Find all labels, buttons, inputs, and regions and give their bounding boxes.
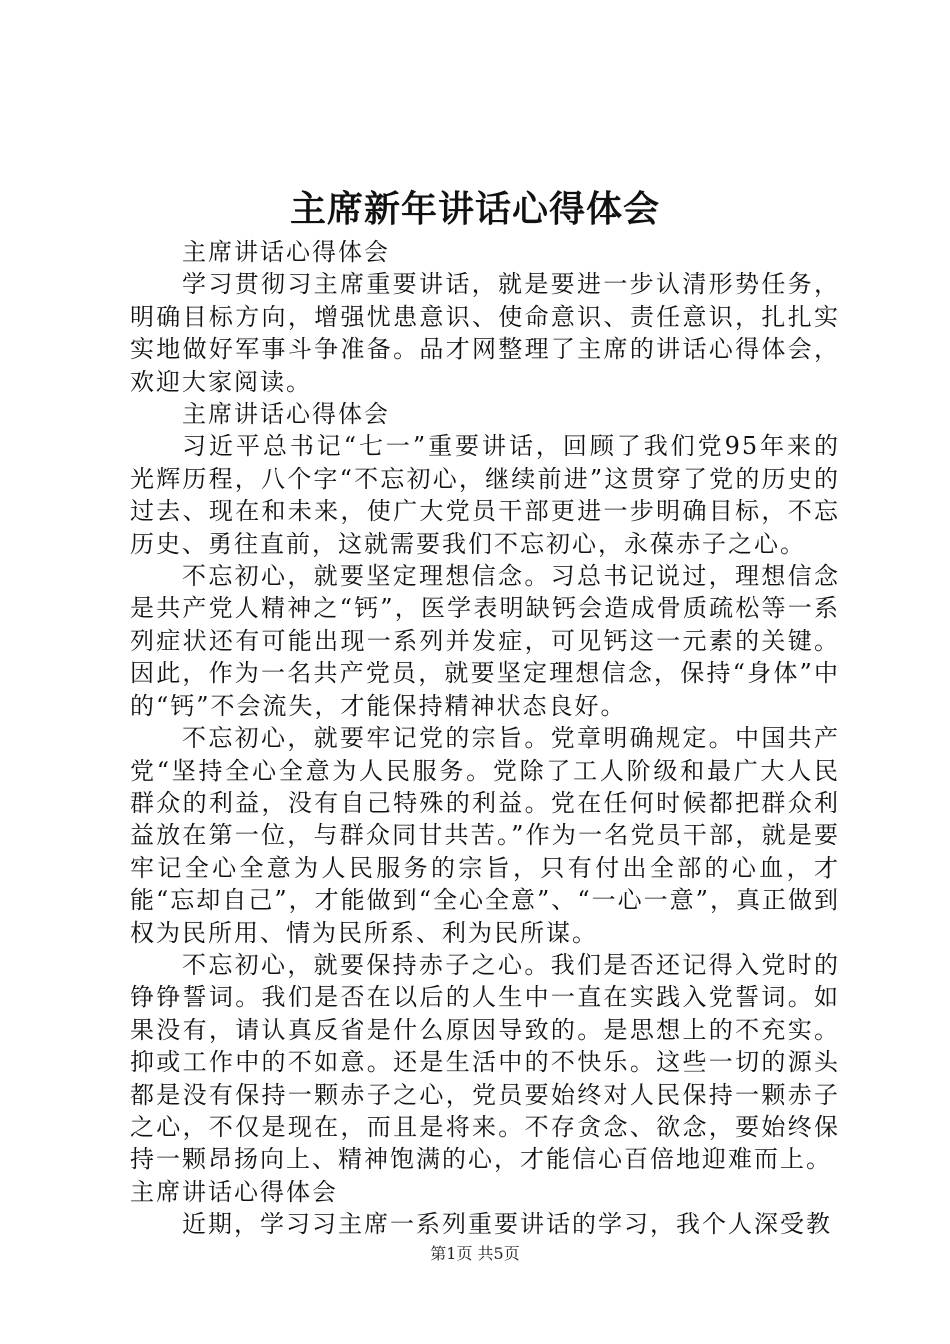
paragraph: 习近平总书记“七一”重要讲话，回顾了我们党95年来的光辉历程，八个字“不忘初心，继续前进”这贯穿了党的历史的过去、现在和未来，使广大党员干部更进一步明确目标，不忘历史、勇往直前，这就需要我们不忘初心，永葆赤子之心。	[130, 432, 840, 558]
document-body	[130, 236, 840, 1241]
section-heading: 主席讲话心得体会	[182, 400, 390, 429]
page-footer: 第1页 共5页	[430, 1244, 520, 1263]
paragraph: 不忘初心，就要牢记党的宗旨。党章明确规定。中国共产党“坚持全心全意为人民服务。党除了工人阶级和最广大人民群众的利益，没有自己特殊的利益。党在任何时候都把群众利益放在第一位，与群众同甘共苦。”作为一名党员干部，就是要牢记全心全意为人民服务的宗旨，只有付出全部的心血，才能“忘却自己”，才能做到“全心全意”、“一心一意”，真正做到权为民所用、情为民所系、利为民所谋。	[130, 724, 840, 947]
paragraph: 不忘初心，就要保持赤子之心。我们是否还记得入党时的铮铮誓词。我们是否在以后的人生中一直在实践入党誓词。如果没有，请认真反省是什么原因导致的。是思想上的不充实。抑或工作中的不如意。还是生活中的不快乐。这些一切的源头都是没有保持一颗赤子之心，党员要始终对人民保持一颗赤子之心，不仅是现在，而且是将来。不存贪念、欲念，要始终保持一颗昂扬向上、精神饱满的心，才能信心百倍地迎难而上。	[130, 950, 840, 1174]
section-heading: 主席讲话心得体会	[130, 1177, 338, 1206]
paragraph: 不忘初心，就要坚定理想信念。习总书记说过，理想信念是共产党人精神之“钙”，医学表明缺钙会造成骨质疏松等一系列症状还有可能出现一系列并发症，可见钙这一元素的关键。因此，作为一名共产党员，就要坚定理想信念，保持“身体”中的“钙”不会流失，才能保持精神状态良好。	[130, 562, 840, 720]
paragraph: 学习贯彻习主席重要讲话，就是要进一步认清形势任务，明确目标方向，增强忧患意识、使命意识、责任意识，扎扎实实地做好军事斗争准备。品才网整理了主席的讲话心得体会，欢迎大家阅读。	[130, 270, 840, 396]
paragraph: 近期，学习习主席一系列重要讲话的学习，我个人深受教	[182, 1210, 832, 1239]
document-title: 主席新年讲话心得体会	[289, 188, 660, 230]
section-heading: 主席讲话心得体会	[182, 238, 390, 266]
